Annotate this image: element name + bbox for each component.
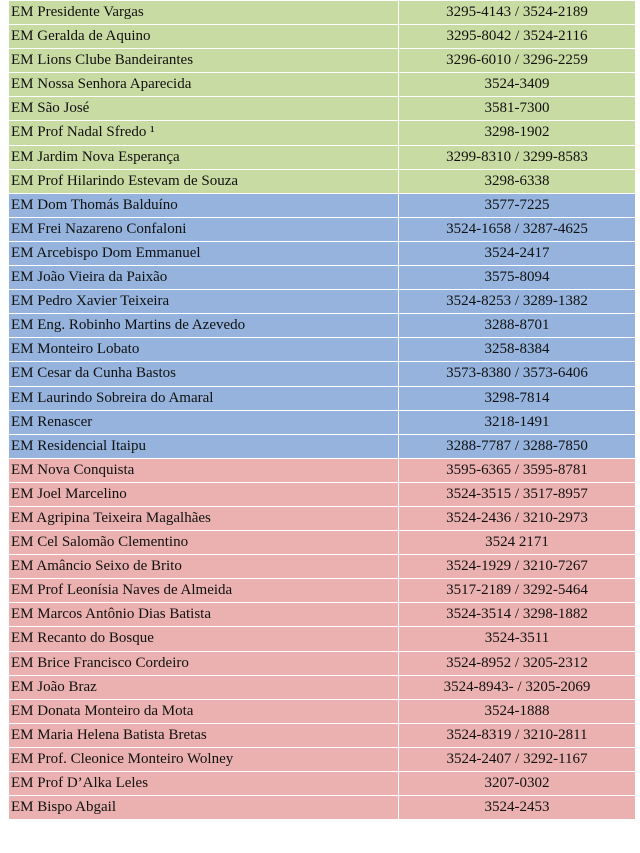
table-row [9,555,635,579]
table-row [9,338,635,362]
phone-number-cell: 3299-8310 / 3299-8583 [446,148,588,165]
school-name-cell: EM Brice Francisco Cordeiro [9,652,399,675]
school-name-cell: EM Marcos Antônio Dias Batista [9,603,399,626]
table-row [9,531,635,555]
phone-number-cell: 3581-7300 [484,100,550,117]
table-row [9,290,635,314]
table-row [9,387,635,411]
table-row [9,724,635,748]
table-row [9,796,635,820]
phone-number-cell: 3575-8094 [484,269,550,286]
table-row [9,772,635,796]
school-name-cell: EM Donata Monteiro da Mota [9,700,399,723]
school-name-cell: EM Residencial Itaipu [9,435,399,458]
school-name-cell: EM Prof Hilarindo Estevam de Souza [9,170,399,193]
phone-number-cell: 3524-2436 / 3210-2973 [446,509,588,526]
school-name-cell: EM Cel Salomão Clementino [9,531,399,554]
table-row [9,748,635,772]
phone-number-cell: 3524-3514 / 3298-1882 [446,606,588,623]
table-row [9,25,635,49]
table-row [9,483,635,507]
phone-number-cell: 3524-8952 / 3205-2312 [446,654,588,671]
phone-number-cell: 3298-6338 [484,172,550,189]
phone-number-cell: 3288-8701 [484,317,550,334]
table-row [9,700,635,724]
table-row [9,603,635,627]
table-row [9,411,635,435]
school-name-cell: EM Presidente Vargas [9,1,399,24]
table-row [9,146,635,170]
school-name-cell: EM Renascer [9,411,399,434]
table-row [9,459,635,483]
school-name-cell: EM Maria Helena Batista Bretas [9,724,399,747]
school-name-cell: EM Geralda de Aquino [9,25,399,48]
school-name-cell: EM Eng. Robinho Martins de Azevedo [9,314,399,337]
phone-number-cell: 3288-7787 / 3288-7850 [446,437,588,454]
phone-number-cell: 3295-4143 / 3524-2189 [446,4,588,20]
phone-number-cell: 3524-2453 [484,799,550,816]
table-row [9,194,635,218]
school-name-cell: EM Nossa Senhora Aparecida [9,73,399,96]
school-name-cell: EM Dom Thomás Balduíno [9,194,399,217]
phone-number-cell: 3524-8943- / 3205-2069 [443,678,591,695]
phone-number-cell: 3524-8253 / 3289-1382 [446,293,588,310]
phone-number-cell: 3298-1902 [484,124,550,141]
phone-number-cell: 3524-3515 / 3517-8957 [446,485,588,502]
phone-number-cell: 3573-8380 / 3573-6406 [446,365,588,382]
school-name-cell: EM Agripina Teixeira Magalhães [9,507,399,530]
table-row [9,362,635,386]
school-name-cell: EM Frei Nazareno Confaloni [9,218,399,241]
school-name-cell: EM Pedro Xavier Teixeira [9,290,399,313]
phone-number-cell: 3524 2171 [485,534,549,551]
phone-number-cell: 3524-1888 [484,702,550,719]
school-name-cell: EM Cesar da Cunha Bastos [9,362,399,385]
school-name-cell: EM João Braz [9,676,399,699]
table-row [9,266,635,290]
table-row [9,676,635,700]
phone-number-cell: 3524-3511 [484,630,550,647]
table-row [9,49,635,73]
school-name-cell: EM Recanto do Bosque [9,627,399,650]
table-row [9,242,635,266]
phone-number-cell: 3295-8042 / 3524-2116 [446,28,588,45]
school-name-cell: EM Joel Marcelino [9,483,399,506]
table-row [9,627,635,651]
school-name-cell: EM São José [9,97,399,120]
phone-number-cell: 3524-2407 / 3292-1167 [446,750,588,767]
phone-number-cell: 3524-1658 / 3287-4625 [446,220,588,237]
phone-number-cell: 3524-2417 [484,244,550,261]
school-name-cell: EM Monteiro Lobato [9,338,399,361]
table-row [9,218,635,242]
phone-number-cell: 3296-6010 / 3296-2259 [446,52,588,69]
school-name-cell: EM Bispo Abgail [9,796,399,819]
school-name-cell: EM Amâncio Seixo de Brito [9,555,399,578]
school-name-cell: EM Jardim Nova Esperança [9,146,399,169]
school-name-cell: EM Prof. Cleonice Monteiro Wolney [9,748,399,771]
school-name-cell: EM Lions Clube Bandeirantes [9,49,399,72]
phone-number-cell: 3207-0302 [484,775,550,791]
phone-number-cell: 3298-7814 [484,389,550,406]
table-row [9,1,635,25]
table-row [9,121,635,145]
phone-number-cell: 3258-8384 [484,341,550,358]
table-row [9,652,635,676]
table-row [9,97,635,121]
school-name-cell: EM Prof Nadal Sfredo ¹ [9,121,399,144]
school-name-cell: EM Laurindo Sobreira do Amaral [9,387,399,410]
phone-number-cell: 3524-3409 [484,76,550,93]
table-row [9,507,635,531]
school-name-cell: EM João Vieira da Paixão [9,266,399,289]
school-name-cell: EM Prof D’Alka Leles [9,772,399,795]
phone-number-cell: 3524-8319 / 3210-2811 [446,726,588,743]
phone-number-cell: 3524-1929 / 3210-7267 [446,558,588,575]
table-row [9,170,635,194]
school-name-cell: EM Prof Leonísia Naves de Almeida [9,579,399,602]
phone-number-cell: 3517-2189 / 3292-5464 [446,582,588,599]
school-name-cell: EM Nova Conquista [9,459,399,482]
phone-number-cell: 3577-7225 [484,196,550,213]
school-phone-table [9,0,635,820]
school-name-cell: EM Arcebispo Dom Emmanuel [9,242,399,265]
table-row [9,579,635,603]
table-row [9,73,635,97]
table-row [9,314,635,338]
table-row [9,435,635,459]
phone-number-cell: 3218-1491 [484,413,550,430]
phone-number-cell: 3595-6365 / 3595-8781 [446,461,588,478]
